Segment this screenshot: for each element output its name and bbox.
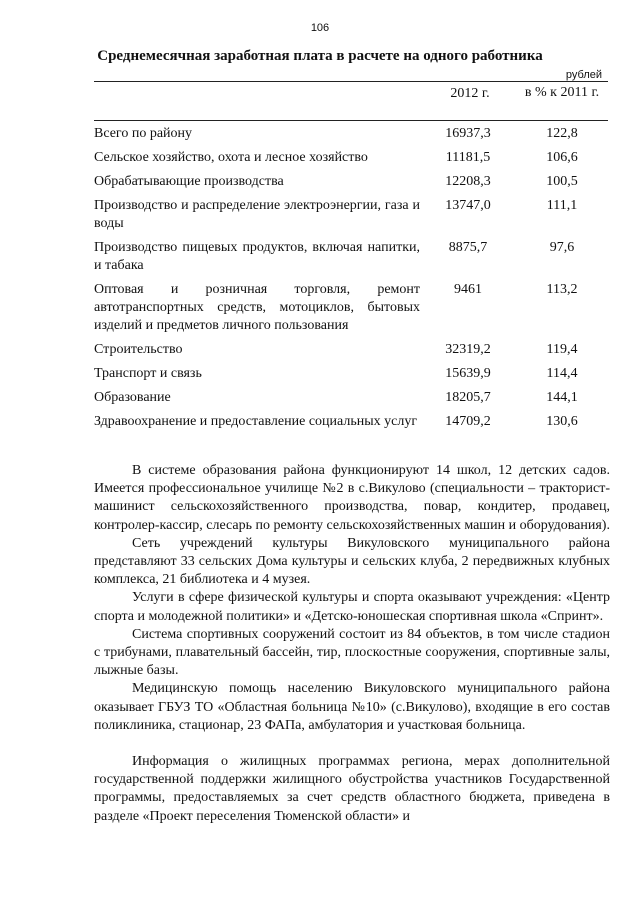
paragraph-education: В системе образования района функционируют 14 школ, 12 детских садов. Имеется профессиональное училище №2 в с.Викулово (специальности – тракторист-машинист сельскохозяйственного производства, повар, кондитер, продавец, контролер-кассир, слесарь по ремонту сельскохозяйственных машин и оборудования).	[94, 463, 610, 533]
row-percent: 130,6	[546, 414, 578, 429]
table-row	[94, 239, 608, 275]
table-row	[94, 413, 608, 431]
table-row	[94, 197, 608, 233]
paragraph-medical: Медицинскую помощь населению Викуловского муниципального района оказывает ГБУЗ ТО «Областная больница №10» (с.Викулово), входящие в его состав поликлиника, стационар, 23 ФАПа, амбулатория и участковая больница.	[94, 681, 610, 733]
table-row	[94, 389, 608, 407]
paragraph-housing: Информация о жилищных программах региона, мерах дополнительной государственной поддержки жилищного обустройства участников Государственной программы, предоставляемых за счет средств областного бюджета, приведена в разделе «Проект переселения Тюменской области» и	[94, 754, 610, 824]
paragraph-sport-facilities: Система спортивных сооружений состоит из 84 объектов, в том числе стадион с трибунами, плавательный бассейн, тир, плоскостные сооружения, спортивные залы, лыжные базы.	[94, 626, 610, 679]
header-label-cell	[94, 82, 424, 120]
header-year: 2012 г.	[450, 86, 490, 101]
table-row	[94, 281, 608, 335]
row-percent: 122,8	[546, 126, 578, 141]
row-percent: 144,1	[546, 390, 578, 405]
row-label: Здравоохранение и предоставление социальных услуг	[94, 414, 418, 429]
row-label: Всего по району	[94, 126, 193, 141]
row-label: Производство и распределение электроэнергии, газа и воды	[94, 198, 420, 231]
row-label: Транспорт и связь	[94, 366, 202, 381]
row-label: Образование	[94, 390, 171, 405]
header-percent: в % к 2011 г.	[524, 85, 600, 100]
paragraph-sport-services: Услуги в сфере физической культуры и спорта оказывают учреждения: «Центр спорта и молодежной политики» и «Детско-юношеская спортивная школа «Спринт».	[94, 590, 610, 624]
row-value: 12208,3	[445, 174, 491, 189]
row-label: Производство пищевых продуктов, включая напитки, и табака	[94, 240, 420, 273]
row-value: 11181,5	[445, 150, 491, 165]
row-value: 8875,7	[448, 240, 488, 255]
row-percent: 119,4	[546, 342, 578, 357]
paragraph-culture: Сеть учреждений культуры Викуловского муниципального района представляют 33 сельских Дома культуры и сельских клуба, 2 передвижных клубных комплекса, 21 библиотека и 4 музея.	[94, 535, 610, 588]
row-value: 18205,7	[445, 390, 491, 405]
row-label: Обрабатывающие производства	[94, 174, 284, 189]
row-label: Строительство	[94, 342, 183, 357]
table-row	[94, 341, 608, 359]
row-percent: 114,4	[546, 366, 578, 381]
table-header	[94, 81, 608, 121]
table-row	[94, 173, 608, 191]
row-value: 16937,3	[445, 126, 491, 141]
row-percent: 113,2	[546, 282, 578, 297]
row-value: 32319,2	[445, 342, 491, 357]
row-value: 15639,9	[445, 366, 491, 381]
salary-table	[94, 81, 608, 437]
unit-label: рублей	[565, 69, 602, 81]
row-percent: 100,5	[546, 174, 578, 189]
body-text	[94, 462, 610, 826]
page-number: 106	[310, 22, 330, 34]
row-value: 9461	[454, 282, 482, 297]
table-title: Среднемесячная заработная плата в расчете на одного работника	[97, 48, 543, 64]
row-percent: 97,6	[549, 240, 575, 255]
row-label: Оптовая и розничная торговля, ремонт автотранспортных средств, мотоциклов, бытовых изделий и предметов личного пользования	[94, 282, 420, 333]
table-row	[94, 149, 608, 167]
row-label: Сельское хозяйство, охота и лесное хозяйство	[94, 150, 368, 165]
table-row	[94, 365, 608, 383]
table-body	[94, 121, 608, 431]
row-value: 14709,2	[445, 414, 491, 429]
row-percent: 106,6	[546, 150, 578, 165]
table-row	[94, 125, 608, 143]
row-value: 13747,0	[445, 198, 491, 213]
row-percent: 111,1	[546, 198, 578, 213]
